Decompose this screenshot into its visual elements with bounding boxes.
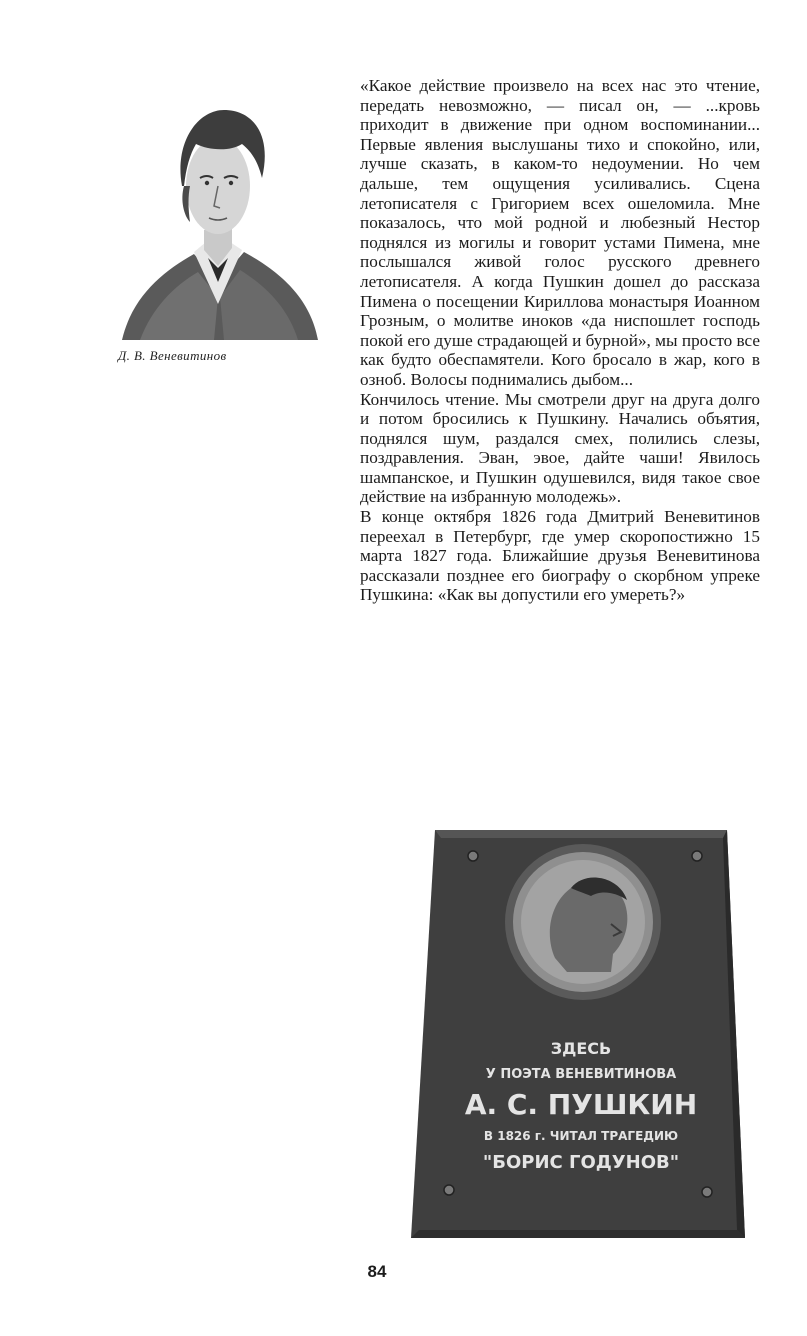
paragraph-2: Кончилось чтение. Мы смотрели друг на друга долго и потом бросились к Пушкину. Начались объятия, поднялся шум, раздался смех, полились слезы, поздравления. Эван, эвое, дайте чаши! Явилось шампанское, и Пушкин одушевился, видя такое свое действие на избранную молодежь». <box>360 389 760 507</box>
main-text <box>360 76 760 605</box>
venevitinov-portrait <box>112 82 324 344</box>
plaque-inscription-line: А. С. ПУШКИН <box>464 1088 698 1121</box>
plaque-bolt <box>468 851 478 861</box>
plaque-bolt <box>692 851 702 861</box>
pushkin-medallion <box>505 844 661 1000</box>
plaque-inscription-line: У ПОЭТА ВЕНЕВИТИНОВА <box>485 1067 677 1082</box>
memorial-plaque <box>405 826 757 1244</box>
portrait-caption: Д. В. Веневитинов <box>118 348 227 363</box>
plaque-bolt <box>444 1185 454 1195</box>
paragraph-1: «Какое действие произвело на всех нас это чтение, передать невозможно, — писал он, — ...кровь приходит в движение при одном воспоминании... Первые явления выслушаны тихо и спокойно, или, лучше сказать, в каком-то недоумении. Но чем дальше, тем ощущения усиливались. Сцена летописателя с Григорием всех ошеломила. Мне показалось, что мой родной и любезный Нестор поднялся из могилы и говорит устами Пимена, мне послышался живой голос русского древнего летописателя. А когда Пушкин дошел до рассказа Пимена о посещении Кириллова монастыря Иоанном Грозным, о молитве иноков «да ниспошлет господь покой его душе страдающей и бурной», мы просто все как будто обеспамятели. Кого бросало в жар, кого в озноб. Волосы поднимались дыбом... <box>360 76 760 389</box>
paragraph-3: В конце октября 1826 года Дмитрий Веневитинов переехал в Петербург, где умер скоропостижно 15 марта 1827 года. Ближайшие друзья Веневитинова рассказали позднее его биографу о скорбном упреке Пушкина: «Как вы допустили его умереть?» <box>360 507 760 605</box>
page-number: 84 <box>367 1262 387 1281</box>
plaque-inscription-line: ЗДЕСЬ <box>550 1039 612 1058</box>
plaque-inscription-line: "БОРИС ГОДУНОВ" <box>482 1152 680 1173</box>
plaque-inscription-line: В 1826 г. ЧИТАЛ ТРАГЕДИЮ <box>483 1129 679 1143</box>
plaque-bolt <box>702 1187 712 1197</box>
